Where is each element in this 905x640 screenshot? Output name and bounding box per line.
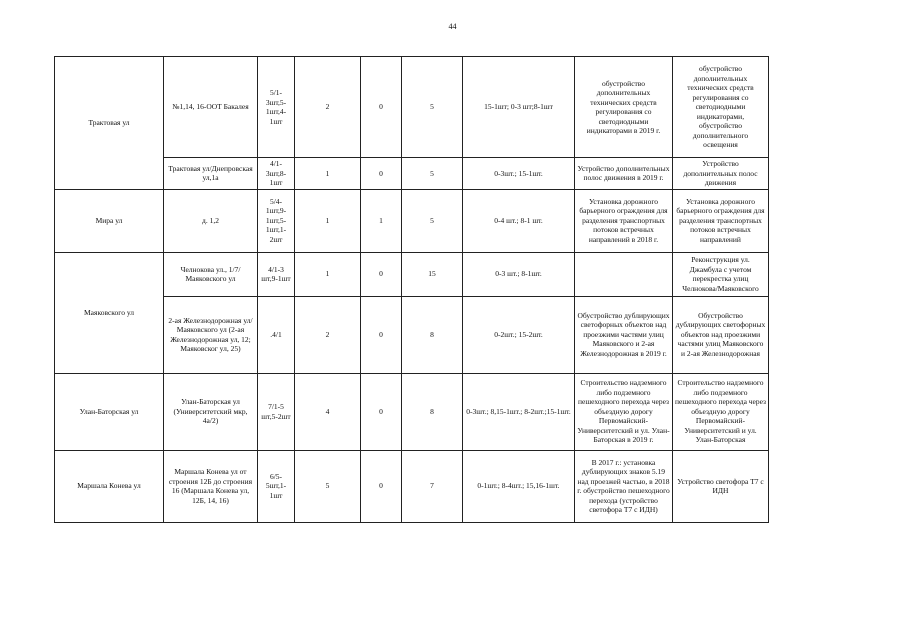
table-row <box>55 252 769 296</box>
count-cell: 7 <box>402 450 463 522</box>
count-cell: 5 <box>402 57 463 158</box>
lanes-cell: 6/5-5шт,1-1шт <box>258 450 295 522</box>
count-cell: 5 <box>402 158 463 190</box>
table-row <box>55 57 769 158</box>
measures-planned-cell: Обустройство дублирующих светофорных объектов над проезжими частями улиц Маяковского и 2-ая Железнодорожная <box>673 296 769 373</box>
count-cell: 1 <box>295 252 361 296</box>
table-row <box>55 373 769 450</box>
count-cell: 1 <box>295 158 361 190</box>
count-cell: 5 <box>402 189 463 252</box>
count-cell: 2 <box>295 296 361 373</box>
location-cell: Челнокова ул., 1/7/Маяковского ул <box>164 252 258 296</box>
page-number: 44 <box>448 22 457 31</box>
lanes-cell: 5/4-1шт,9-1шт,5-1шт,1-2шт <box>258 189 295 252</box>
measures-done-cell: Устройство дополнительных полос движения в 2019 г. <box>575 158 673 190</box>
road-safety-table <box>54 56 769 523</box>
counts-detail-cell: 0-3шт.; 8,15-1шт.; 8-2шт.;15-1шт. <box>463 373 575 450</box>
lanes-cell: .4/1 <box>258 296 295 373</box>
lanes-cell: 5/1-3шт,5-1шт,4-1шт <box>258 57 295 158</box>
measures-planned-cell: Установка дорожного барьерного ограждения для разделения транспортных потоков встречных направлений <box>673 189 769 252</box>
count-cell: 2 <box>295 57 361 158</box>
count-cell: 1 <box>361 189 402 252</box>
count-cell: 0 <box>361 373 402 450</box>
location-cell: Улан-Баторская ул (Университетский мкр, 4а/2) <box>164 373 258 450</box>
count-cell: 0 <box>361 57 402 158</box>
measures-done-cell: Установка дорожного барьерного ограждения для разделения транспортных потоков встречных направлений в 2018 г. <box>575 189 673 252</box>
count-cell: 15 <box>402 252 463 296</box>
count-cell: 0 <box>361 450 402 522</box>
street-cell: Маяковского ул <box>55 252 164 373</box>
street-cell: Трактовая ул <box>55 57 164 190</box>
count-cell: 8 <box>402 373 463 450</box>
count-cell: 0 <box>361 296 402 373</box>
location-cell: Трактовая ул/Днепровская ул,1а <box>164 158 258 190</box>
street-cell: Мира ул <box>55 189 164 252</box>
lanes-cell: 4/1-3шт,8-1шт <box>258 158 295 190</box>
measures-planned-cell: Устройство светофора Т7 с ИДН <box>673 450 769 522</box>
location-cell: д. 1,2 <box>164 189 258 252</box>
counts-detail-cell: 0-1шт.; 8-4шт.; 15,16-1шт. <box>463 450 575 522</box>
count-cell: 0 <box>361 252 402 296</box>
measures-done-cell: обустройство дополнительных технических средств регулирования со светодиодными индикаторами в 2019 г. <box>575 57 673 158</box>
counts-detail-cell: 0-3шт.; 15-1шт. <box>463 158 575 190</box>
measures-planned-cell: Устройство дополнительных полос движения <box>673 158 769 190</box>
lanes-cell: 7/1-5 шт,5-2шт <box>258 373 295 450</box>
count-cell: 8 <box>402 296 463 373</box>
location-cell: Маршала Конева ул от строения 12Б до строения 16 (Маршала Конева ул, 12Б, 14, 16) <box>164 450 258 522</box>
measures-planned-cell: Реконструкция ул. Джамбула с учетом перекрестка улиц Челнокова/Маяковского <box>673 252 769 296</box>
measures-done-cell <box>575 252 673 296</box>
counts-detail-cell: 0-4 шт.; 8-1 шт. <box>463 189 575 252</box>
street-cell: Улан-Баторская ул <box>55 373 164 450</box>
measures-done-cell: В 2017 г.: установка дублирующих знаков 5.19 над проезжей частью, в 2018 г. обустройство пешеходного перехода (устройство светофора Т7 с ИДН) <box>575 450 673 522</box>
measures-done-cell: Строительство надземного либо подземного пешеходного перехода через объездную дорогу Первомайский-Университетский и ул. Улан-Баторская в 2019 г. <box>575 373 673 450</box>
location-cell: №1,14, 16-ООТ Бакалея <box>164 57 258 158</box>
count-cell: 4 <box>295 373 361 450</box>
measures-planned-cell: Строительство надземного либо подземного пешеходного перехода через объездную дорогу Первомайский-Университетский и ул. Улан-Баторская <box>673 373 769 450</box>
lanes-cell: 4/1-3 шт,9-1шт <box>258 252 295 296</box>
table-row <box>55 450 769 522</box>
location-cell: 2-ая Железнодорожная ул/Маяковского ул (2-ая Железнодорожная ул, 12; Маяковског ул, 25) <box>164 296 258 373</box>
measures-done-cell: Обустройство дублирующих светофорных объектов над проезжими частями улиц Маяковского и 2-ая Железнодорожная в 2019 г. <box>575 296 673 373</box>
measures-planned-cell: обустройство дополнительных технических средств регулирования со светодиодными индикаторами, обустройство дополнительного освещения <box>673 57 769 158</box>
street-cell: Маршала Конева ул <box>55 450 164 522</box>
counts-detail-cell: 0-2шт.; 15-2шт. <box>463 296 575 373</box>
counts-detail-cell: 15-1шт; 0-3 шт;8-1шт <box>463 57 575 158</box>
counts-detail-cell: 0-3 шт.; 8-1шт. <box>463 252 575 296</box>
count-cell: 0 <box>361 158 402 190</box>
table-row <box>55 189 769 252</box>
count-cell: 5 <box>295 450 361 522</box>
count-cell: 1 <box>295 189 361 252</box>
